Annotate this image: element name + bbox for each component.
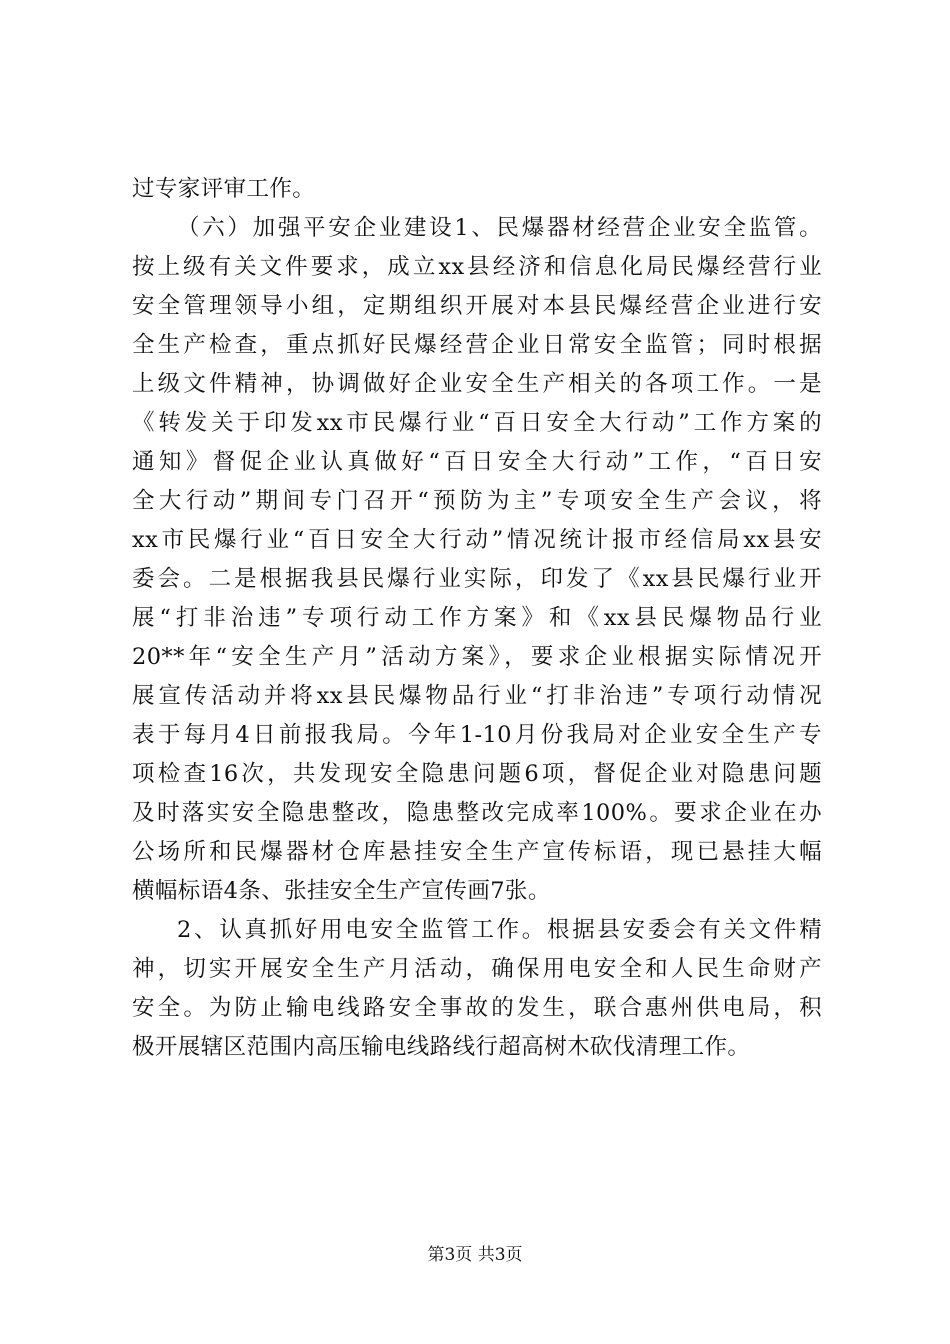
text-line: 横幅标语4条、张挂安全生产宣传画7张。 — [132, 878, 551, 904]
text-line: 上级文件精神，协调做好企业安全生产相关的各项工作。一是 — [132, 371, 822, 397]
text-line: 按上级有关文件要求，成立xx县经济和信息化局民爆经营行业 — [132, 254, 822, 280]
text-line: 项检查16次，共发现安全隐患问题6项，督促企业对隐患问题 — [132, 761, 822, 787]
text-line: 全生产检查，重点抓好民爆经营企业日常安全监管；同时根据 — [132, 332, 822, 358]
text-line: 极开展辖区范围内高压输电线路线行超高树木砍伐清理工作。 — [132, 1034, 751, 1060]
text-line: 20**年“安全生产月”活动方案》，要求企业根据实际情况开 — [132, 644, 822, 670]
text-line: 表于每月4日前报我局。今年1-10月份我局对企业安全生产专 — [132, 722, 822, 748]
text-line: 神，切实开展安全生产月活动，确保用电安全和人民生命财产 — [132, 956, 822, 982]
page-number-footer: 第3页 共3页 — [427, 1245, 523, 1265]
text-line: 委会。二是根据我县民爆行业实际，印发了《xx县民爆行业开 — [132, 566, 822, 592]
text-line: 安全管理领导小组，定期组织开展对本县民爆经营企业进行安 — [132, 293, 822, 319]
document-body — [132, 170, 822, 1067]
text-line: 全大行动”期间专门召开“预防为主”专项安全生产会议，将 — [132, 488, 822, 514]
text-line: 公场所和民爆器材仓库悬挂安全生产宣传标语，现已悬挂大幅 — [132, 839, 822, 865]
text-line: xx市民爆行业“百日安全大行动”情况统计报市经信局xx县安 — [132, 527, 822, 553]
text-line: 2、认真抓好用电安全监管工作。根据县安委会有关文件精 — [177, 917, 822, 943]
text-line: 及时落实安全隐患整改，隐患整改完成率100%。要求企业在办 — [132, 800, 822, 826]
text-line: （六）加强平安企业建设1、民爆器材经营企业安全监管。 — [177, 215, 822, 241]
text-line: 展“打非治违”专项行动工作方案》和《xx县民爆物品行业 — [132, 605, 822, 631]
text-line: 《转发关于印发xx市民爆行业“百日安全大行动”工作方案的 — [132, 410, 822, 436]
text-line: 安全。为防止输电线路安全事故的发生，联合惠州供电局，积 — [132, 995, 822, 1021]
text-line: 通知》督促企业认真做好“百日安全大行动”工作，“百日安 — [132, 449, 822, 475]
text-line: 过专家评审工作。 — [132, 176, 316, 202]
text-line: 展宣传活动并将xx县民爆物品行业“打非治违”专项行动情况 — [132, 683, 822, 709]
